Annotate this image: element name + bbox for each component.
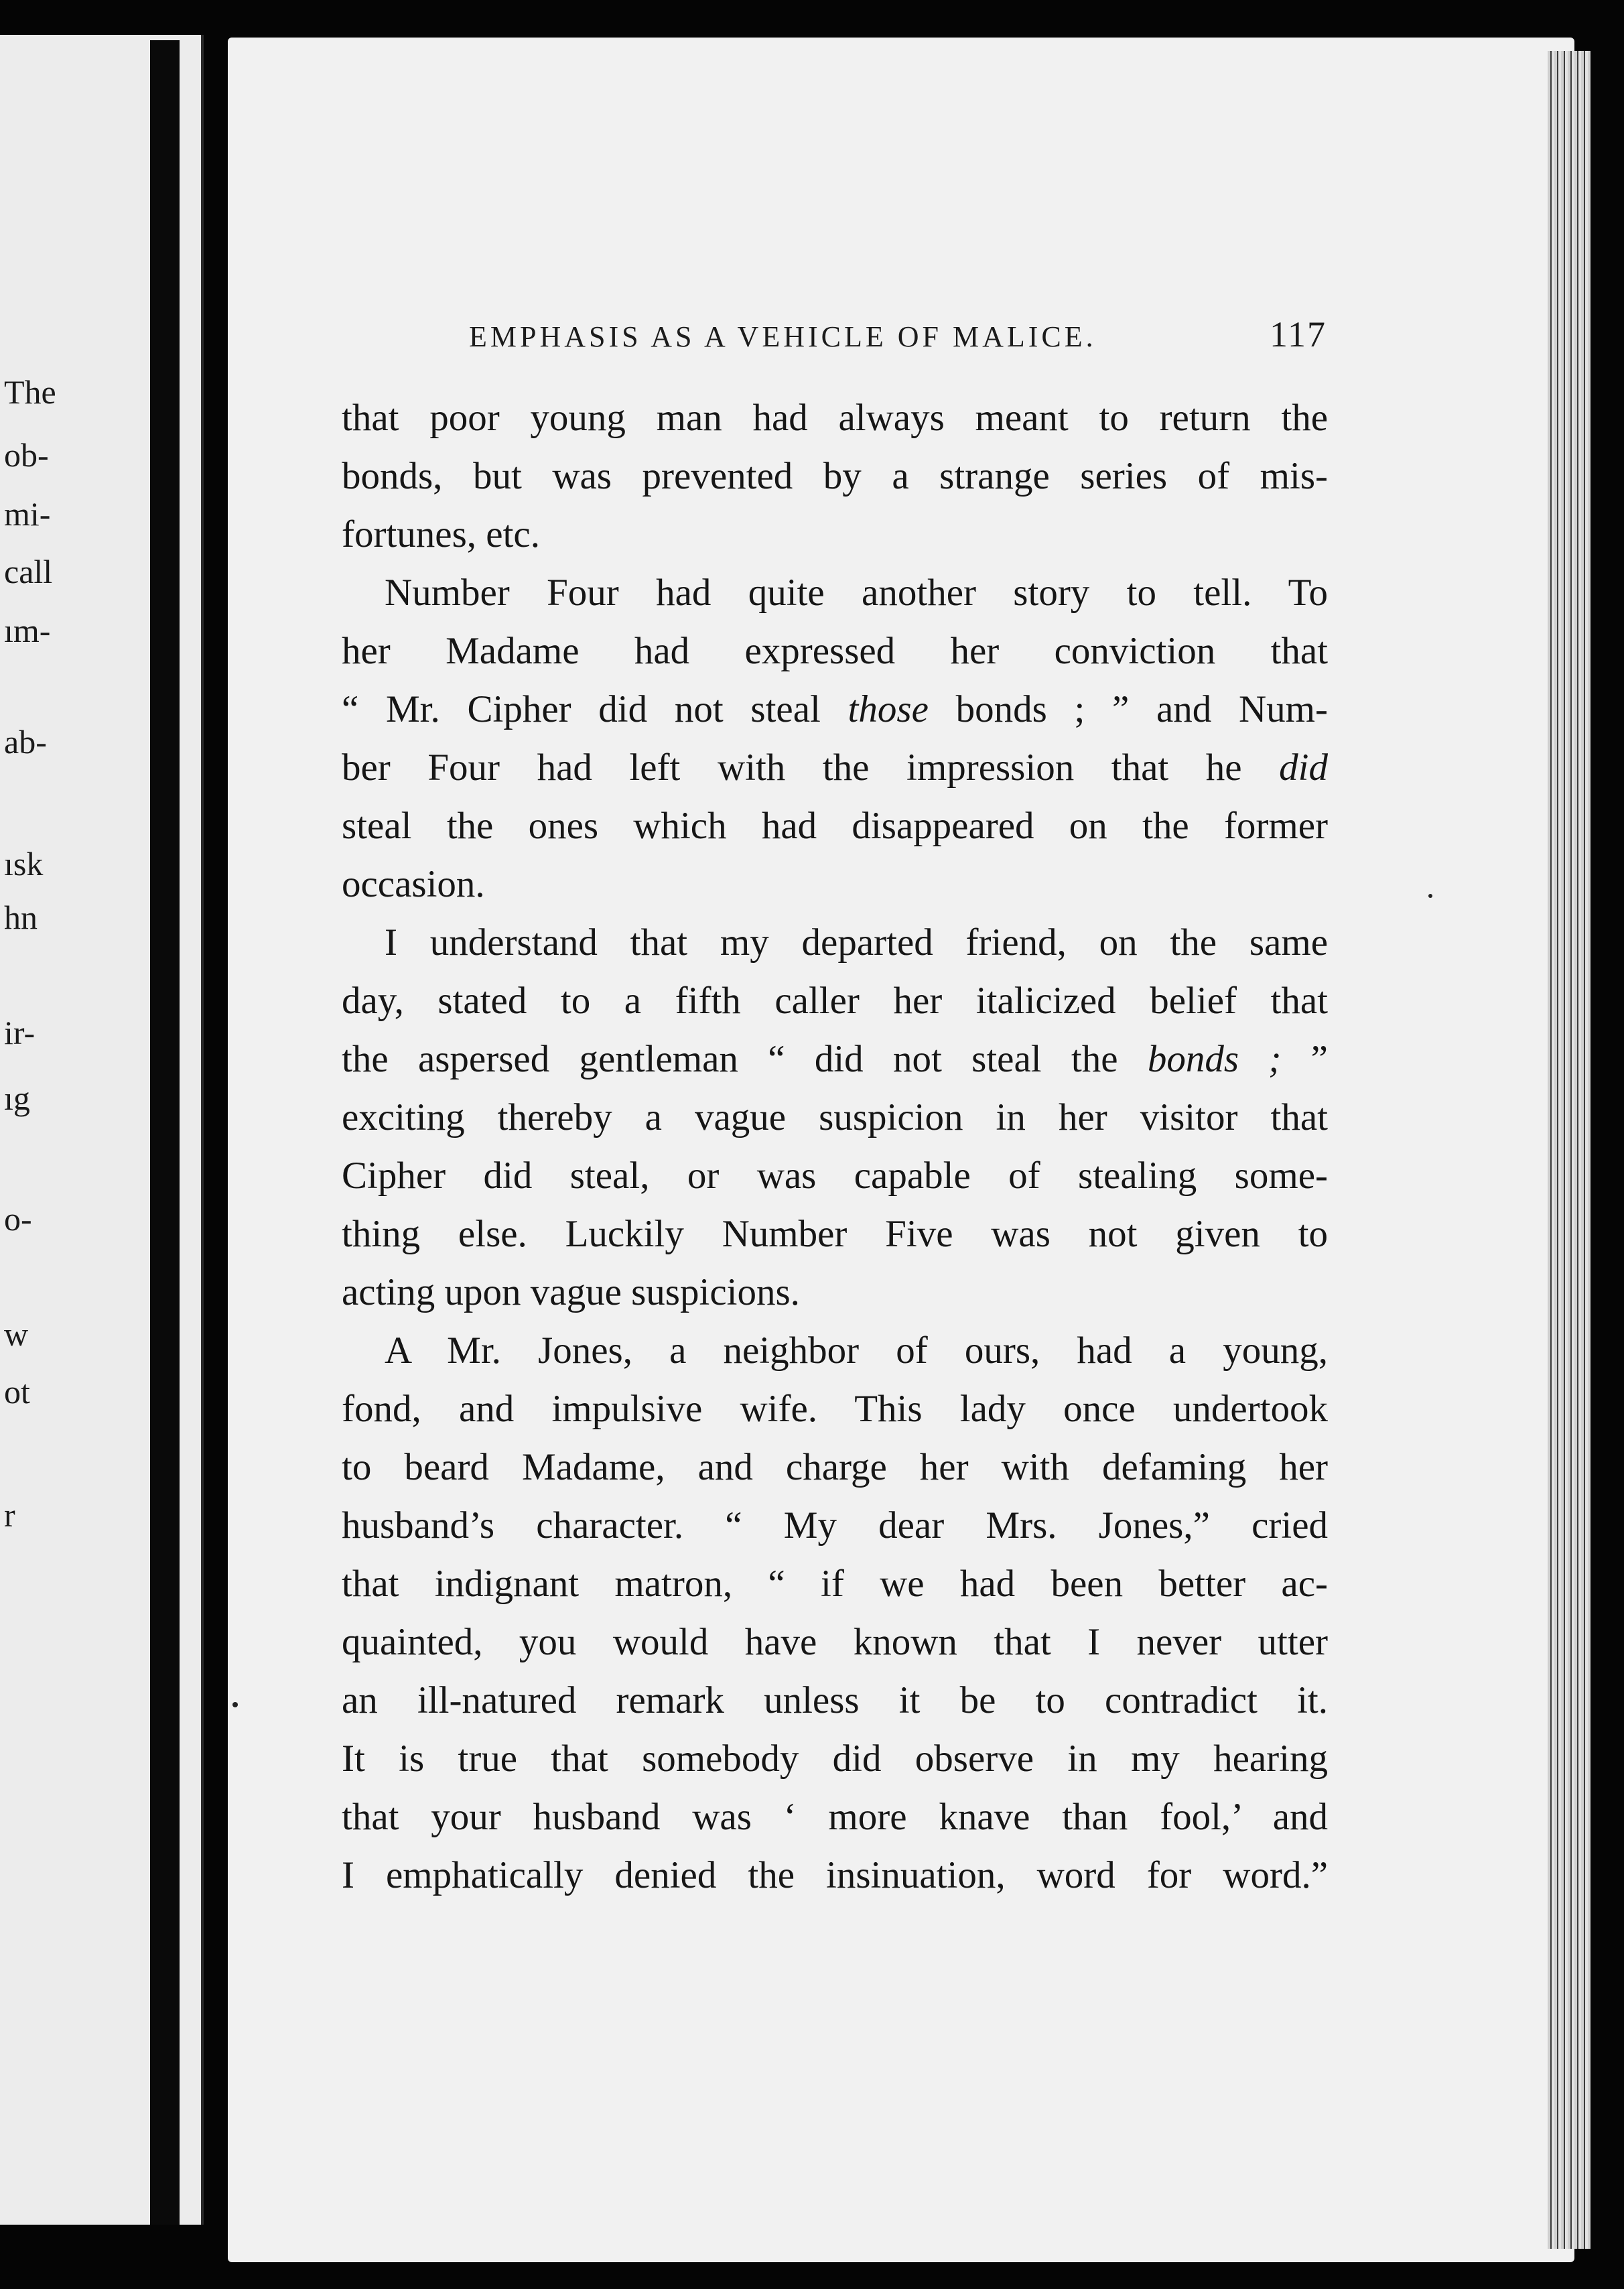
- left-page-fragment: o-: [4, 1200, 32, 1238]
- text-line: bonds, but was prevented by a strange series of mis-: [342, 455, 1328, 497]
- text-line: Number Four had quite another story to tell. To: [385, 572, 1328, 614]
- text-line: that your husband was ‘ more knave than fool,’ and: [342, 1796, 1328, 1838]
- text-line: I emphatically denied the insinuation, word for word.”: [342, 1854, 1328, 1896]
- page-number: 117: [1270, 314, 1327, 354]
- left-page-fragment: r: [4, 1496, 15, 1534]
- running-head: [469, 314, 1327, 355]
- left-page-fragment: hn: [4, 899, 38, 936]
- text-line: the aspersed gentleman “ did not steal the bonds ; ”: [342, 1038, 1328, 1080]
- text-line: an ill-natured remark unless it be to contradict it.: [342, 1679, 1328, 1721]
- text-line: thing else. Luckily Number Five was not given to: [342, 1213, 1328, 1255]
- left-page-fragment: ob-: [4, 436, 49, 474]
- left-page-fragment: w: [4, 1315, 29, 1353]
- left-page-fragment: ir-: [4, 1014, 36, 1051]
- left-page-fragment: The: [4, 373, 56, 411]
- italic-emphasis: did: [1279, 746, 1328, 789]
- left-page-fragment: ısk: [4, 845, 44, 882]
- left-page-fragment: ab-: [4, 723, 47, 761]
- speck-mark: [1428, 894, 1432, 898]
- text-line: fortunes, etc.: [342, 513, 540, 555]
- page-edges: [1548, 51, 1591, 2249]
- text-line: quainted, you would have known that I never utter: [342, 1621, 1328, 1663]
- book-gutter: [150, 40, 180, 2225]
- left-page-fragment: ıg: [4, 1080, 30, 1117]
- text-line: day, stated to a fifth caller her italicized belief that: [342, 980, 1328, 1022]
- text-line: her Madame had expressed her conviction that: [342, 630, 1328, 672]
- text-line: steal the ones which had disappeared on the former: [342, 805, 1328, 847]
- text-line: I understand that my departed friend, on the same: [385, 921, 1328, 964]
- left-page-fragment: ot: [4, 1373, 30, 1411]
- text-line: husband’s character. “ My dear Mrs. Jones,” cried: [342, 1504, 1328, 1547]
- text-line: “ Mr. Cipher did not steal those bonds ; ” and Num-: [342, 688, 1328, 730]
- running-head-title: EMPHASIS AS A VEHICLE OF MALICE.: [469, 320, 1097, 353]
- left-page-fragment: ım-: [4, 612, 51, 649]
- text-line: fond, and impulsive wife. This lady once undertook: [342, 1388, 1328, 1430]
- text-line: that poor young man had always meant to return the: [342, 397, 1328, 439]
- italic-emphasis: bonds ;: [1147, 1038, 1282, 1080]
- text-line: exciting thereby a vague suspicion in her visitor that: [342, 1096, 1328, 1138]
- text-line: A Mr. Jones, a neighbor of ours, had a young,: [385, 1329, 1328, 1372]
- italic-emphasis: those: [848, 688, 929, 730]
- text-line: Cipher did steal, or was capable of stealing some-: [342, 1155, 1328, 1197]
- page-body-text: [342, 389, 1328, 1904]
- text-line: to beard Madame, and charge her with defaming her: [342, 1446, 1328, 1488]
- text-line: that indignant matron, “ if we had been better ac-: [342, 1563, 1328, 1605]
- text-line: acting upon vague suspicions.: [342, 1271, 800, 1313]
- speck-mark: [232, 1702, 238, 1707]
- text-line: ber Four had left with the impression that he did: [342, 746, 1328, 789]
- text-line: It is true that somebody did observe in my hearing: [342, 1738, 1328, 1780]
- text-line: occasion.: [342, 863, 485, 905]
- left-page-fragment: mi-: [4, 495, 51, 533]
- left-page-fragment: call: [4, 553, 53, 590]
